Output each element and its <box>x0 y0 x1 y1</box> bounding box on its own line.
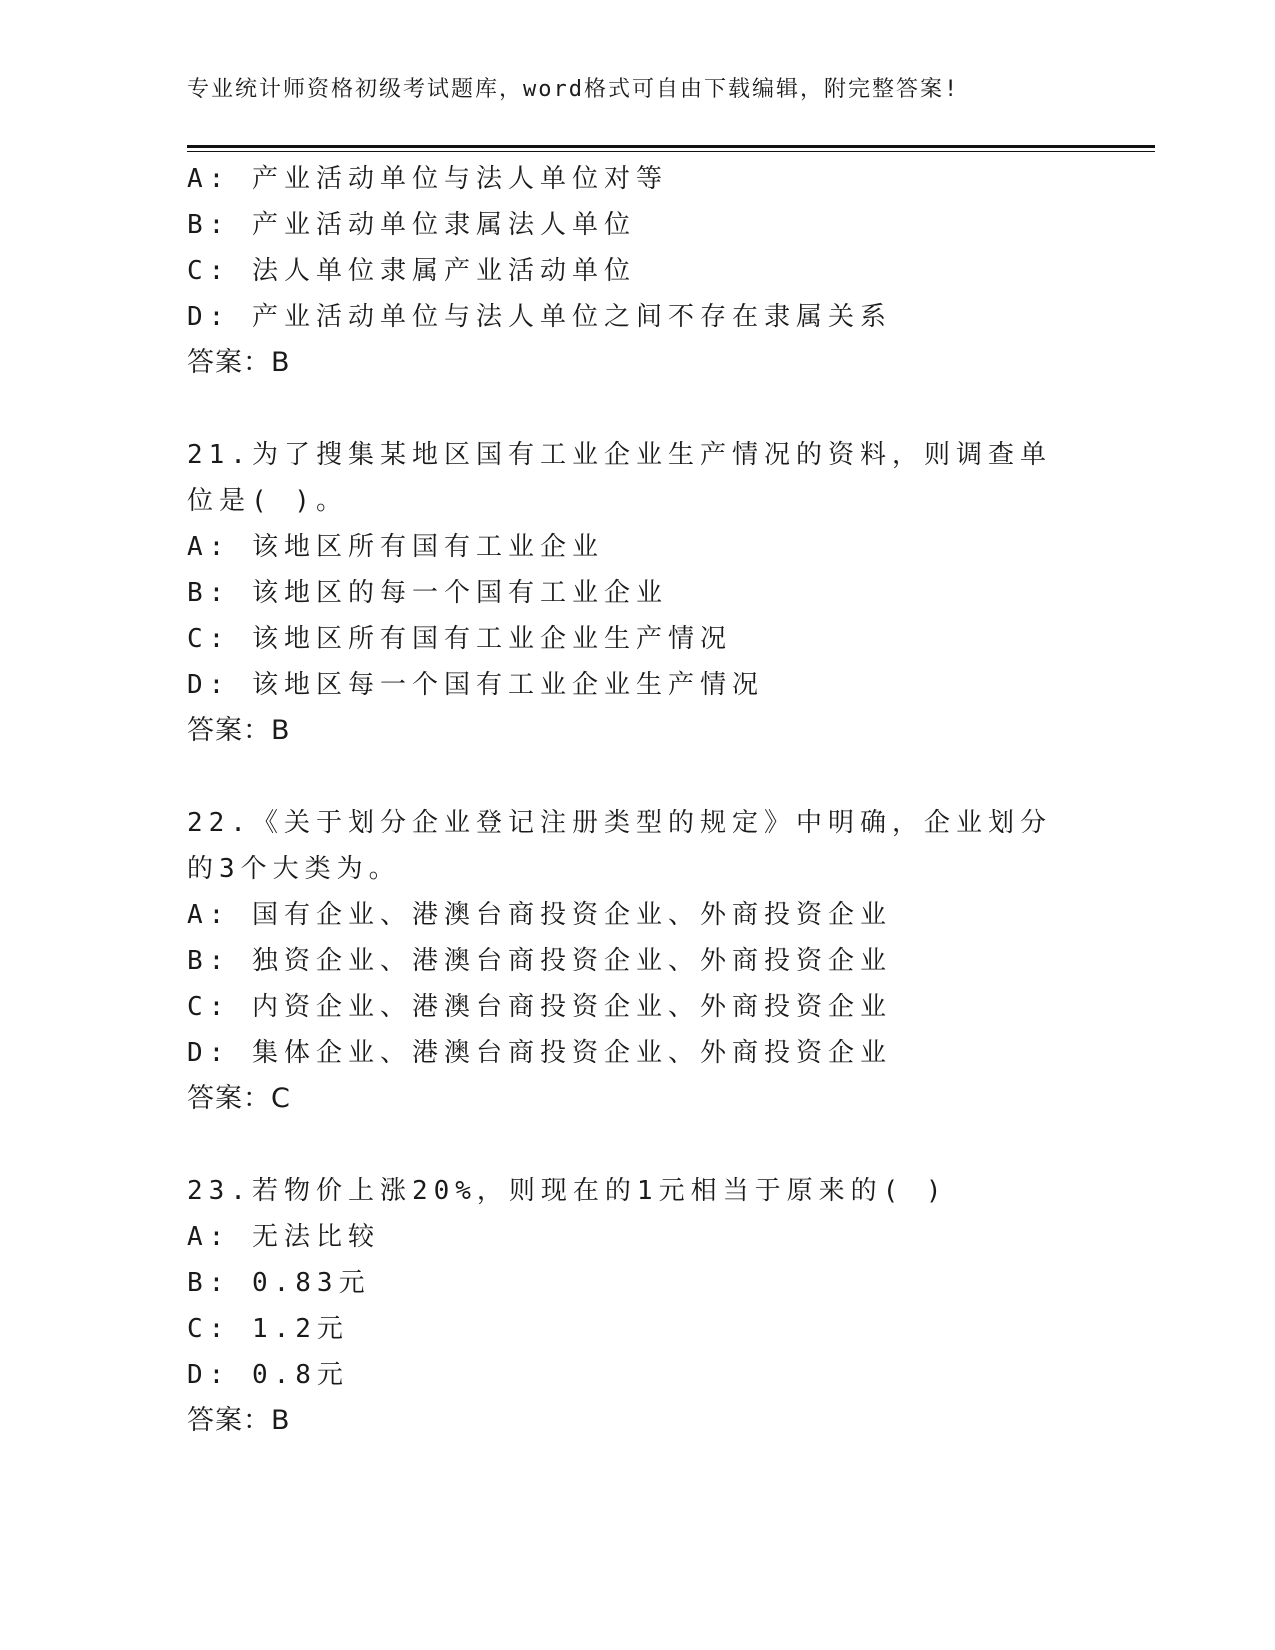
option-d: D: 集体企业、港澳台商投资企业、外商投资企业 <box>187 1038 892 1068</box>
option-b: B: 该地区的每一个国有工业企业 <box>187 578 668 608</box>
question-text: 23.若物价上涨20%，则现在的1元相当于原来的( ) <box>187 1176 948 1206</box>
answer-label: 答案：C <box>187 1083 291 1114</box>
header-rule-thick <box>187 145 1155 148</box>
option-a: A: 无法比较 <box>187 1222 380 1252</box>
question-block-23 <box>187 1168 1087 1444</box>
question-block-22 <box>187 800 1087 1122</box>
option-a: A: 该地区所有国有工业企业 <box>187 532 604 562</box>
question-list <box>187 156 1087 1444</box>
question-block-21 <box>187 432 1087 754</box>
spacer <box>187 754 1087 800</box>
question-text: 21.为了搜集某地区国有工业企业生产情况的资料，则调查单位是( )。 <box>187 440 1052 516</box>
question-block-prev <box>187 156 1087 386</box>
option-c: C: 该地区所有国有工业企业生产情况 <box>187 624 732 654</box>
option-b: B: 0.83元 <box>187 1268 371 1298</box>
option-a: A: 国有企业、港澳台商投资企业、外商投资企业 <box>187 900 892 930</box>
option-a: A: 产业活动单位与法人单位对等 <box>187 164 668 194</box>
header-rule-thin <box>187 151 1155 152</box>
spacer <box>187 1122 1087 1168</box>
spacer <box>187 386 1087 432</box>
option-d: D: 0.8元 <box>187 1360 349 1390</box>
option-c: C: 1.2元 <box>187 1314 349 1344</box>
option-c: C: 法人单位隶属产业活动单位 <box>187 256 636 286</box>
question-text: 22.《关于划分企业登记注册类型的规定》中明确，企业划分的3个大类为。 <box>187 808 1052 884</box>
answer-label: 答案：B <box>187 1405 291 1436</box>
option-b: B: 产业活动单位隶属法人单位 <box>187 210 636 240</box>
option-d: D: 该地区每一个国有工业企业生产情况 <box>187 670 764 700</box>
option-b: B: 独资企业、港澳台商投资企业、外商投资企业 <box>187 946 892 976</box>
answer-label: 答案：B <box>187 715 291 746</box>
page-header-title: 专业统计师资格初级考试题库，word格式可自由下载编辑，附完整答案! <box>187 77 960 102</box>
option-d: D: 产业活动单位与法人单位之间不存在隶属关系 <box>187 302 892 332</box>
answer-label: 答案：B <box>187 347 291 378</box>
option-c: C: 内资企业、港澳台商投资企业、外商投资企业 <box>187 992 892 1022</box>
